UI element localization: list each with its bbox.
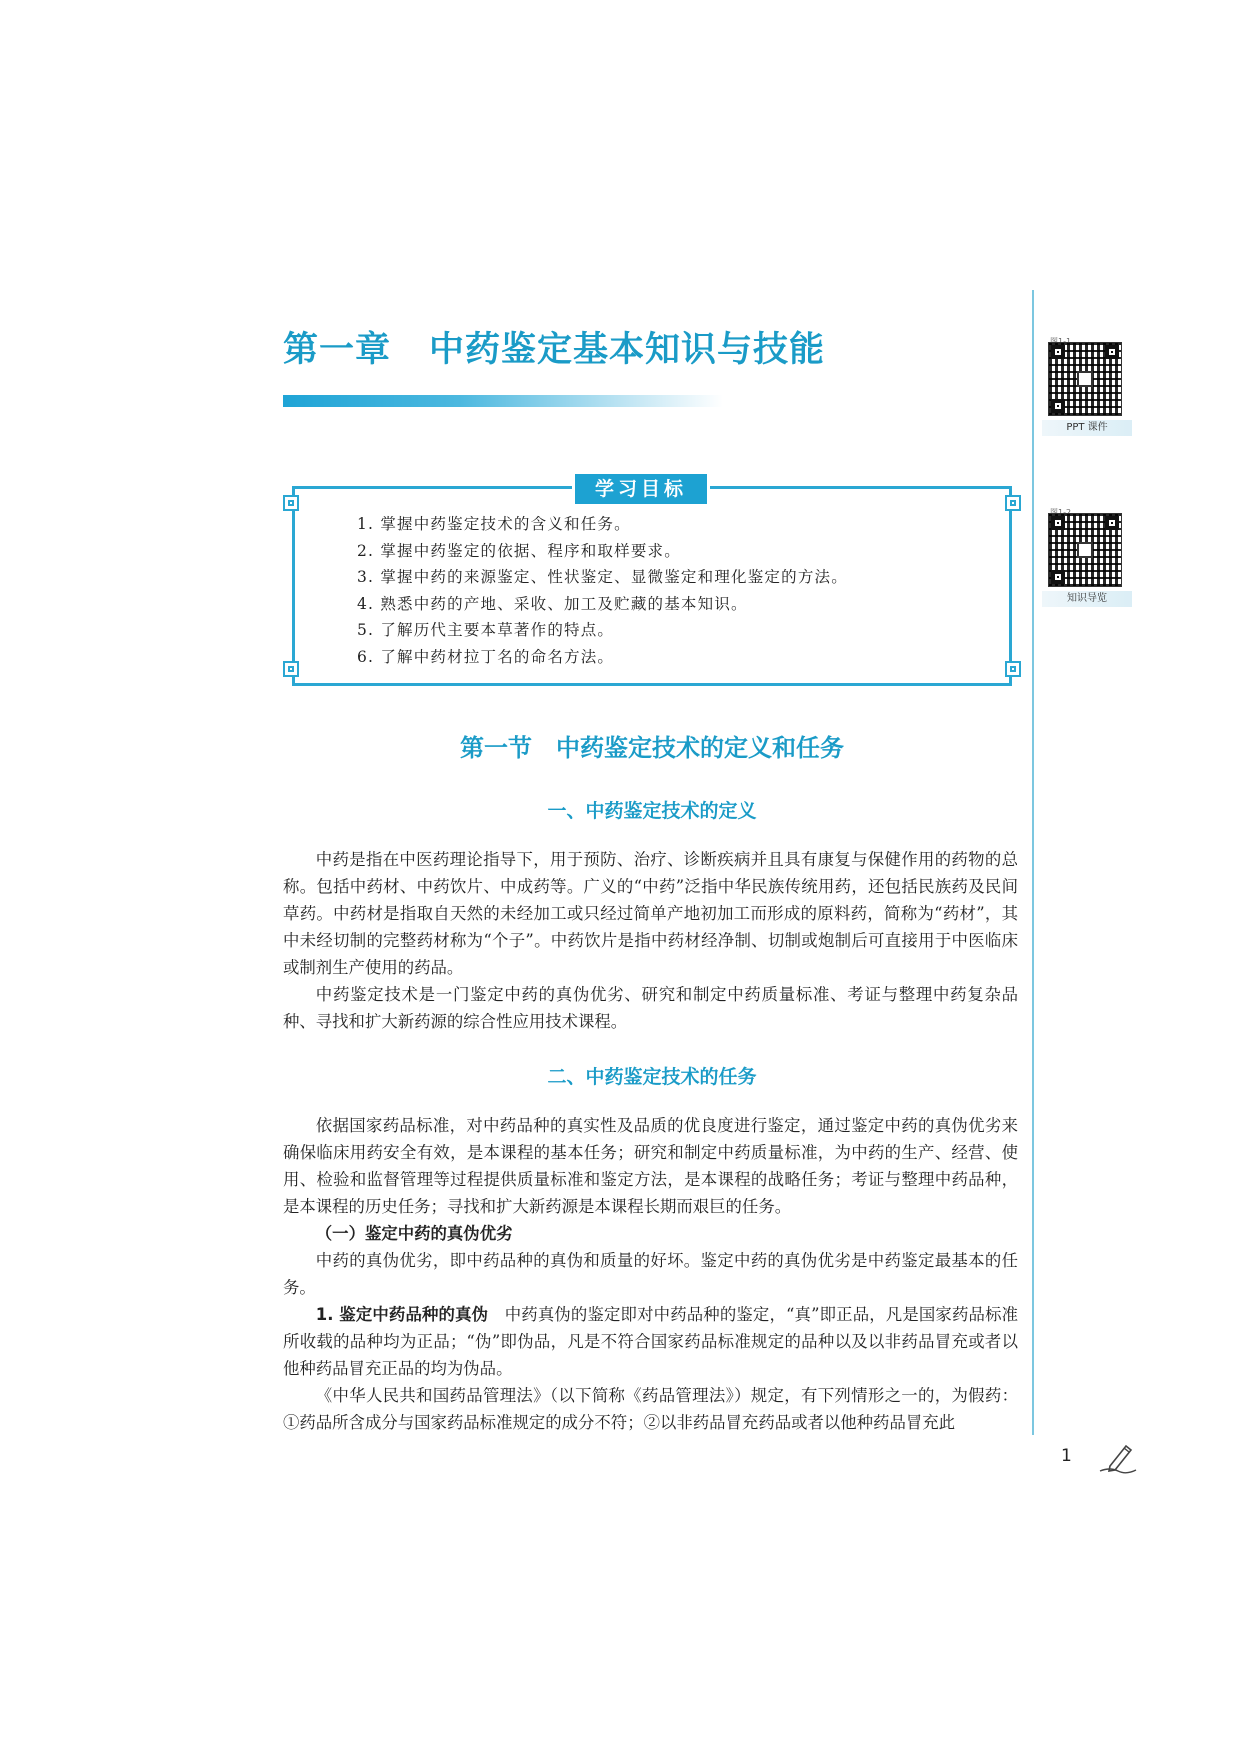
objective-item: 5. 了解历代主要本草著作的特点。 [357,621,615,639]
item-heading-authenticity: （一）鉴定中药的真伪优劣 [315,1224,513,1243]
qr-caption-ppt: PPT 课件 [1042,420,1132,436]
pen-icon [1096,1440,1140,1474]
objective-item: 3. 掌握中药的来源鉴定、性状鉴定、显微鉴定和理化鉴定的方法。 [357,568,848,586]
objective-item: 4. 熟悉中药的产地、采收、加工及贮藏的基本知识。 [357,594,748,613]
page-number: 1 [1061,1446,1072,1466]
margin-divider-line [1032,290,1034,1435]
corner-ornament-icon [1005,661,1021,677]
chapter-name: 中药鉴定基本知识与技能 [429,330,826,370]
section-title [292,728,1012,763]
subsection-title-tasks: 二、中药鉴定技术的任务 [547,1066,757,1088]
paragraph-definition: 中药是指在中医药理论指导下，用于预防、治疗、诊断疾病并且具有康复与保健作用的药物的总称。包括中药材、中药饮片、中成药等。广义的“中药”泛指中华民族传统用药，还包括民族药及民间草药。中药材是指取自天然的未经加工或只经过简单产地初加工而形成的原料药，简称为“药材”，其中未经切制的完整药材称为“个子”。中药饮片是指中药材经净制、切制或炮制后可直接用于中医临床或制剂生产使用的药品。 [283,850,1018,977]
paragraph-tasks: 依据国家药品标准，对中药品种的真实性及品质的优良度进行鉴定，通过鉴定中药的真伪优劣来确保临床用药安全有效，是本课程的基本任务；研究和制定中药质量标准，为中药的生产、经营、使用、检验和监督管理等过程提供质量标准和鉴定方法，是本课程的战略任务；考证与整理中药品种，是本课程的历史任务；寻找和扩大新药源是本课程长期而艰巨的任务。 [283,1116,1018,1216]
corner-ornament-icon [1005,495,1021,511]
objective-item: 2. 掌握中药鉴定的依据、程序和取样要求。 [357,541,681,560]
objectives-list [357,511,848,670]
objective-item: 1. 掌握中药鉴定技术的含义和任务。 [357,515,631,533]
paragraph-drug-law: 《中华人民共和国药品管理法》（以下简称《药品管理法》）规定，有下列情形之一的，为假药：①药品所含成分与国家药品标准规定的成分不符；②以非药品冒充药品或者以他种药品冒充此 [283,1386,1018,1432]
chapter-title [283,322,825,372]
subsection-title-definition: 一、中药鉴定技术的定义 [547,800,757,822]
qr-code-icon[interactable] [1048,342,1122,416]
section-number: 第一节 [460,734,532,762]
qr-code-icon[interactable] [1048,513,1122,587]
paragraph-course-definition: 中药鉴定技术是一门鉴定中药的真伪优劣、研究和制定中药质量标准、考证与整理中药复杂品种、寻找和扩大新药源的综合性应用技术课程。 [283,985,1018,1031]
objectives-header: 学习目标 [575,474,707,504]
paragraph-authenticity: 中药的真伪优劣，即中药品种的真伪和质量的好坏。鉴定中药的真伪优劣是中药鉴定最基本的任务。 [283,1251,1018,1297]
chapter-number: 第一章 [283,330,392,370]
section-name: 中药鉴定技术的定义和任务 [556,734,844,762]
objective-item: 6. 了解中药材拉丁名的命名方法。 [357,647,615,666]
corner-ornament-icon [283,495,299,511]
paragraph-point1 [283,1301,1018,1382]
title-underline-bar [283,395,723,407]
point1-label: 1. 鉴定中药品种的真伪 [315,1305,489,1324]
point1-text: 中药真伪的鉴定即对中药品种的鉴定，“真”即正品，凡是国家药品标准所收载的品种均为正品；“伪”即伪品，凡是不符合国家药品标准规定的品种以及以非药品冒充或者以他种药品冒充正品的均为伪品。 [283,1305,1019,1378]
corner-ornament-icon [283,661,299,677]
qr-caption-guide: 知识导览 [1042,591,1132,607]
learning-objectives-box [292,478,1012,686]
